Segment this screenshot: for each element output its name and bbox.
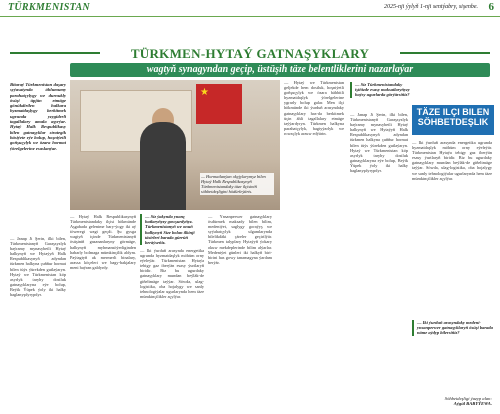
main-headline bbox=[0, 46, 500, 60]
headline-rule-right bbox=[400, 52, 490, 54]
article-column-6: — Janap Ji Şerin, ilki bilen, Türkmenistanyň Garaşsyzlyk baýramy mynasybetli Hytaý halkynyň we Hytaýyň Halk Respublikasynyň adyndan türkmen halkyna çuňňur hormat bilen tüýs ýürekden gutlaýaryn. Hytaý we Türkmenistan köp asyrlyk taryhy dostluk gatnaşyklaryna eýe bolup, Beýik Ýüpek ýoly iki halky baglanyşdyrypdyr. bbox=[350, 112, 408, 174]
photo-caption: — Hormatlanýan okyjylarymyz bilen Hytaý Halk Respublikasynyň Türkmenistandaky täze ilçisiniň söhbetdeşligini hödürleýäris. bbox=[200, 173, 274, 195]
signature-name: Aýgül BABYÝEWA. bbox=[453, 401, 492, 406]
sub-headline: wagtyň synagyndan geçip, üstüşih täze belentliklerini nazarlaýar bbox=[70, 63, 490, 77]
article-column-1: — Janap Ji Şerin, ilki bilen, Türkmenistanyň Garaşsyzlyk baýramy mynasybetli Hytaý halkynyň we Hytaýyň Halk Respublikasynyň adyndan türkmen halkyna çuňňur hormat bilen tüýs ýürekden gutlaýaryn. Hytaý we Türkmenistan köp asyrlyk taryhy dostluk gatnaşyklaryna eýe bolup, Beýik Ýüpek ýoly iki halky baglanyşdyrypdyr. bbox=[10, 236, 66, 298]
person-figure bbox=[140, 122, 186, 210]
signature bbox=[445, 396, 492, 406]
masthead-logo: TÜRKMENISTAN bbox=[8, 2, 90, 13]
interview-question-1: — Siz ýakynda ynanç hatlaryňyzy gowşurdyňyz. Türkmenistanyň we onuň halkynyň Size bolan ilkinji täsirleri barada gürrüň beräýseňiz. bbox=[140, 214, 207, 245]
banner-line-1: TÄZE ILÇI BILEN bbox=[416, 107, 490, 117]
page-number: 6 bbox=[488, 1, 494, 13]
lead-paragraph: Bitaraý Türkmenistan daşary syýasatynda ählumumy parahatçylygy we durnukly ösüşi üpjün etmäge gönükdirilen halkara hyzmatdaşlygy berkitmek ugrunda yzygiderli tagallalary amala aşyrýar. Hytaý Halk Respublikasy bilen gatnaşyklar strategik häsiýete eýe bolup, hoşniýetli goňşuçylyk we özara hormat ýörelgelerine esaslanýar. bbox=[10, 82, 66, 151]
china-flag-icon: ★ bbox=[196, 84, 242, 124]
article-column-5: — Hytaý we Türkmenistan geljekde hem dostluk, hoşniýetli goňşuçylyk we özara bähbitli hyzmatdaşlyk ýörelgelerine ygrarly bolup galar. Men ilçi hökmünde iki ýurduň arasyndaky gatnaşyklary has-da berkitmek üçin ähli tagallalary etmäge taýýardyryn. Türkmen halkyna parahatçylyk, bagtyýarlyk we rowaçlyk arzuw edýärin. bbox=[284, 80, 344, 136]
main-headline-text: TÜRKMEN-HYTAÝ GATNAŞYKLARY bbox=[130, 46, 370, 61]
article-column-2: — Hytaý Halk Respublikasynyň Türkmenistandaky ilçisi hökmünde Aşgabada gelenime bary-ýogy iki aý töweregi wagt geçdi. Şu gysga wagtyň içinde Türkmenistanyň ösüşiniň gazananlaryny görmäge, halkynyň myhmansöýerliginden habarly bolmaga mümkinçilik aldym. Paýtagtyň ak mermerli binalary, arassa köçeleri we bagy-bakjalary meni haýran galdyrdy. bbox=[70, 214, 136, 270]
headline-rule-left bbox=[10, 52, 100, 54]
interview-question-3: — Iki ýurduň arasyndaky medeni-ynsanperwer gatnaşyklaryň ösüşi barada näme aýdyp bilersiňiz? bbox=[412, 320, 495, 336]
masthead-date: 2025-nji ýylyň 1-nji sentýabry, sişenbe. bbox=[384, 4, 478, 10]
banner-line-2: SÖHBETDEŞLIK bbox=[417, 117, 489, 127]
signature-label: Söhbetdeşligi ýazyp alan: bbox=[444, 396, 492, 401]
article-column-4: — Ynsanperwer gatnaşyklary ösdürmek maksady bilen bilim, medeniýet, saglygy goraýyş we syýahatçylyk ulgamlarynda bilelikdäki çäreler geçirilýär. Türkmen talyplary Hytaýyň ýokary okuw mekdeplerinde bilim alýarlar. Medeniýet günleri iki halkyň biri-birini has gowy tanamagyna ýardam berýär. bbox=[208, 214, 272, 265]
article-column-7: — Iki ýurduň arasynda energetika ugrunda hyzmatdaşlyk möhüm orny eýeleýär. Türkmenistan Hytaýa tebigy gaz iberýän esasy ýurtlaryň biridir. Biz bu ugurdaky gatnaşyklary mundan beýläk-de giňeltmäge taýýar. Söwda, ulag-logistika, oba hojalygy we sanly tehnologiýalar ugurlarynda hem täze mümkinçilikler açylýar. bbox=[412, 140, 492, 181]
article-column-3: — Iki ýurduň arasynda energetika ugrunda hyzmatdaşlyk möhüm orny eýeleýär. Türkmenistan Hytaýa tebigy gaz iberýän esasy ýurtlaryň biridir. Biz bu ugurdaky gatnaşyklary mundan beýläk-de giňeltmäge taýýar. Söwda, ulag-logistika, oba hojalygy we sanly tehnologiýalar ugurlarynda hem täze mümkinçilikler açylýar. bbox=[140, 248, 204, 299]
section-banner bbox=[412, 105, 494, 135]
masthead bbox=[0, 0, 500, 17]
interview-question-2: — Siz Türkmenistandaky işiňizde esasy maksatlaryňyzy haýsy ugurlarda görýärsiňiz? bbox=[350, 82, 413, 98]
